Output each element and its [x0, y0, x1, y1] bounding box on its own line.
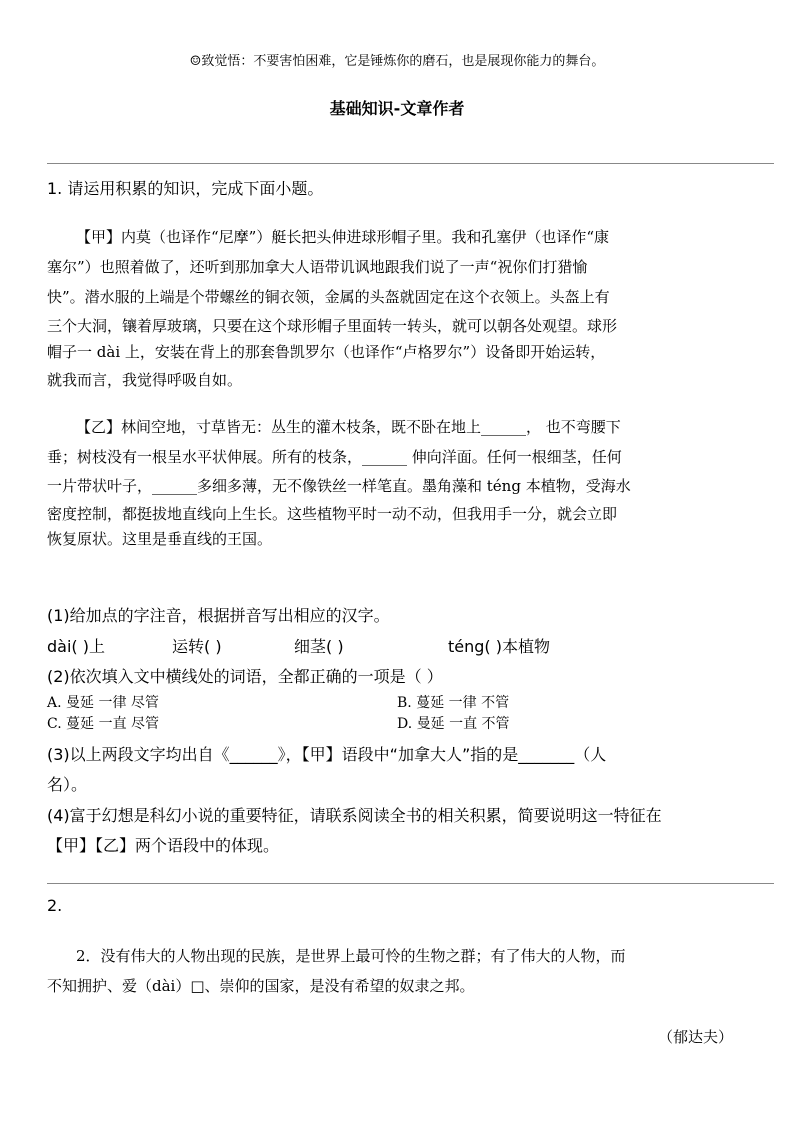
passage-yi-line: 恢复原状。这里是垂直线的王国。: [47, 530, 273, 548]
divider: [47, 163, 774, 164]
subquestion-1: (1)给加点的字注音，根据拼音写出相应的汉字。: [47, 606, 390, 625]
passage-jia-line: 三个大洞，镶着厚玻璃，只要在这个球形帽子里面转一转头，就可以朝各处观望。球形: [47, 317, 618, 335]
option-c: C. 蔓延 一直 尽管: [47, 716, 160, 732]
motto: ☺致觉悟：不要害怕困难，它是锤炼你的磨石，也是展现你能力的舞台。: [189, 54, 605, 69]
option-d: D. 曼延 一直 不管: [397, 716, 510, 732]
quote-line: 2．没有伟大的人物出现的民族，是世界上最可怜的生物之群；有了伟大的人物，而: [76, 947, 626, 965]
page-title: 基础知识-文章作者: [329, 99, 465, 118]
divider: [47, 883, 774, 884]
pinyin-blank: 细茎( ): [294, 637, 344, 656]
quote-author: （郁达夫）: [658, 1028, 734, 1046]
question-2-stem: 2.: [47, 896, 63, 915]
question-1-stem: 1. 请运用积累的知识，完成下面小题。: [47, 179, 324, 198]
passage-yi-line: 密度控制，都挺拔地直线向上生长。这些植物平时一动不动，但我用手一分，就会立即: [47, 505, 618, 523]
passage-yi-line: 一片带状叶子，______多细多薄，无不像铁丝一样笔直。墨角藻和 téng 本植物，受海水: [47, 477, 631, 495]
option-a: A. 曼延 一律 尽管: [47, 695, 159, 711]
passage-jia-line: 【甲】内莫（也译作“尼摩”）艇长把头伸进球形帽子里。我和孔塞伊（也译作“康: [76, 228, 610, 246]
pinyin-blank: téng( )本植物: [448, 637, 550, 656]
subquestion-3-cont: 名）。: [47, 775, 88, 794]
passage-jia-line: 塞尔”）也照着做了，还听到那加拿大人语带讥讽地跟我们说了一声“祝你们打猎愉: [47, 258, 588, 276]
option-b: B. 蔓延 一律 不管: [397, 695, 510, 711]
passage-jia-line: 快”。潜水服的上端是个带螺丝的铜衣领，金属的头盔就固定在这个衣领上。头盔上有: [47, 288, 610, 306]
quote-line: 不知拥护、爱（dài）□、崇仰的国家，是没有希望的奴隶之邦。: [47, 977, 475, 995]
pinyin-blank: dài( )上: [47, 637, 105, 656]
passage-yi-line: 【乙】林间空地，寸草皆无：丛生的灌木枝条，既不卧在地上______， 也不弯腰下: [76, 418, 621, 436]
subquestion-4-cont: 【甲】【乙】两个语段中的体现。: [47, 836, 280, 855]
subquestion-4: (4)富于幻想是科幻小说的重要特征，请联系阅读全书的相关积累，简要说明这一特征在: [47, 806, 662, 825]
passage-jia-line: 就我而言，我觉得呼吸自如。: [47, 371, 243, 389]
passage-jia-line: 帽子一 dài 上，安装在背上的那套鲁凯罗尔（也译作“卢格罗尔”）设备即开始运转，: [47, 343, 606, 361]
subquestion-3: (3)以上两段文字均出自《______》，【甲】语段中“加拿大人”指的是_______（人: [47, 745, 607, 764]
passage-yi-line: 垂；树枝没有一根呈水平状伸展。所有的枝条，______ 伸向洋面。任何一根细茎，任何: [47, 448, 622, 466]
subquestion-2: (2)依次填入文中横线处的词语，全都正确的一项是（ ）: [47, 667, 443, 686]
pinyin-blank: 运转( ): [172, 637, 222, 656]
